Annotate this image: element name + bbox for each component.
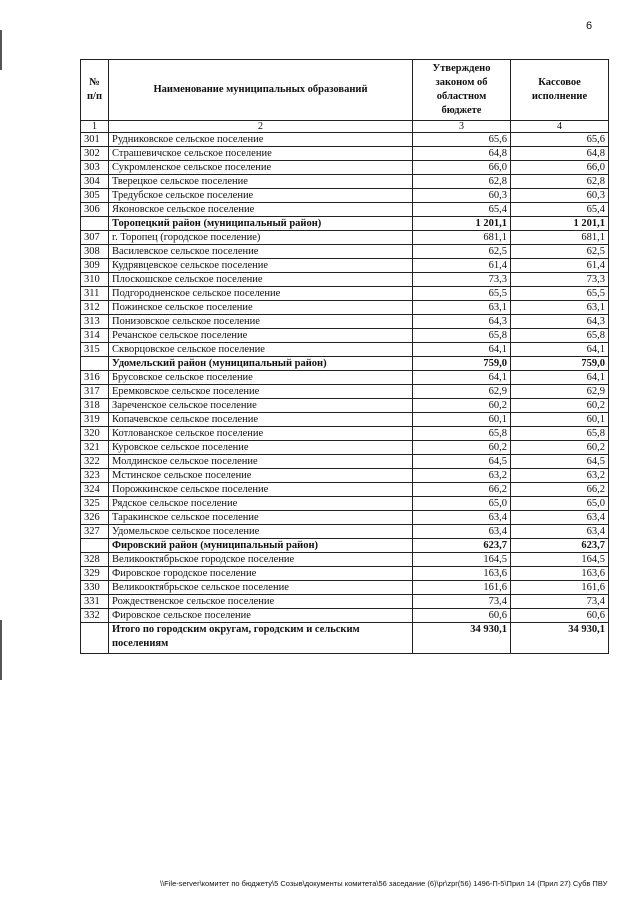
row-approved: 60,1 [413, 413, 511, 427]
table-row [81, 553, 609, 567]
row-approved: 62,9 [413, 385, 511, 399]
table-row [81, 525, 609, 539]
row-executed: 64,3 [511, 315, 609, 329]
row-executed: 163,6 [511, 567, 609, 581]
row-executed: 63,4 [511, 525, 609, 539]
row-approved: 73,4 [413, 595, 511, 609]
scan-edge-mark-top [0, 30, 2, 70]
table-row [81, 385, 609, 399]
row-name: Кудрявцевское сельское поселение [109, 259, 413, 273]
table-body [81, 133, 609, 623]
row-executed: 161,6 [511, 581, 609, 595]
row-number: 317 [81, 385, 109, 399]
row-executed: 60,2 [511, 441, 609, 455]
row-name: Мстинское сельское поселение [109, 469, 413, 483]
scan-edge-mark-bottom [0, 620, 2, 680]
table-row [81, 609, 609, 623]
column-number: 3 [413, 121, 511, 133]
table-row [81, 189, 609, 203]
row-number: 320 [81, 427, 109, 441]
row-approved: 64,3 [413, 315, 511, 329]
row-name: Василевское сельское поселение [109, 245, 413, 259]
table-row [81, 581, 609, 595]
table-row [81, 203, 609, 217]
row-executed: 65,4 [511, 203, 609, 217]
row-executed: 65,6 [511, 133, 609, 147]
header-number: № п/п [81, 60, 109, 121]
row-approved: 65,4 [413, 203, 511, 217]
row-approved: 164,5 [413, 553, 511, 567]
row-executed: 62,9 [511, 385, 609, 399]
row-executed: 64,1 [511, 343, 609, 357]
row-number: 326 [81, 511, 109, 525]
total-approved: 34 930,1 [413, 623, 511, 654]
row-executed: 164,5 [511, 553, 609, 567]
table-row [81, 273, 609, 287]
row-executed: 64,5 [511, 455, 609, 469]
row-number: 316 [81, 371, 109, 385]
row-number: 318 [81, 399, 109, 413]
row-number: 303 [81, 161, 109, 175]
table-row [81, 595, 609, 609]
table-row [81, 483, 609, 497]
row-number: 325 [81, 497, 109, 511]
row-executed: 63,4 [511, 511, 609, 525]
row-executed: 73,3 [511, 273, 609, 287]
table-row [81, 413, 609, 427]
row-approved: 64,8 [413, 147, 511, 161]
row-executed: 73,4 [511, 595, 609, 609]
row-number: 315 [81, 343, 109, 357]
row-name: Удомельский район (муниципальный район) [109, 357, 413, 371]
row-number: 324 [81, 483, 109, 497]
row-approved: 60,6 [413, 609, 511, 623]
row-number: 329 [81, 567, 109, 581]
row-executed: 66,0 [511, 161, 609, 175]
row-executed: 66,2 [511, 483, 609, 497]
row-number: 321 [81, 441, 109, 455]
row-name: Тредубское сельское поселение [109, 189, 413, 203]
table-row [81, 161, 609, 175]
row-name: Страшевичское сельское поселение [109, 147, 413, 161]
column-number: 4 [511, 121, 609, 133]
row-approved: 66,2 [413, 483, 511, 497]
row-number: 307 [81, 231, 109, 245]
table-row [81, 287, 609, 301]
row-name: Фировское городское поселение [109, 567, 413, 581]
table-row [81, 315, 609, 329]
row-approved: 61,4 [413, 259, 511, 273]
row-executed: 681,1 [511, 231, 609, 245]
row-approved: 62,5 [413, 245, 511, 259]
row-executed: 61,4 [511, 259, 609, 273]
total-row [81, 623, 609, 654]
table-row [81, 455, 609, 469]
row-executed: 65,8 [511, 427, 609, 441]
file-path-footer: \\File-server\комитет по бюджету\5 Созыв\документы комитета\56 заседание (6)\pr\zpr(56) 1496-П-5\Прил 14 (Прил 27) Субв ПВУ [160, 879, 608, 888]
row-name: Молдинское сельское поселение [109, 455, 413, 469]
row-approved: 73,3 [413, 273, 511, 287]
row-approved: 63,1 [413, 301, 511, 315]
row-approved: 163,6 [413, 567, 511, 581]
column-number: 1 [81, 121, 109, 133]
total-label: Итого по городским округам, городским и сельским поселениям [109, 623, 413, 654]
row-approved: 60,2 [413, 441, 511, 455]
row-approved: 63,2 [413, 469, 511, 483]
row-executed: 64,8 [511, 147, 609, 161]
row-number: 304 [81, 175, 109, 189]
column-number-row [81, 121, 609, 133]
row-name: Фировское сельское поселение [109, 609, 413, 623]
row-executed: 65,8 [511, 329, 609, 343]
row-number: 310 [81, 273, 109, 287]
row-approved: 64,5 [413, 455, 511, 469]
header-name: Наименование муниципальных образований [109, 60, 413, 121]
row-executed: 623,7 [511, 539, 609, 553]
row-approved: 65,0 [413, 497, 511, 511]
row-executed: 63,2 [511, 469, 609, 483]
row-number: 328 [81, 553, 109, 567]
row-approved: 759,0 [413, 357, 511, 371]
budget-table [80, 59, 609, 654]
row-executed: 1 201,1 [511, 217, 609, 231]
row-name: Великооктябрьское сельское поселение [109, 581, 413, 595]
row-name: Скворцовское сельское поселение [109, 343, 413, 357]
row-executed: 759,0 [511, 357, 609, 371]
row-number: 313 [81, 315, 109, 329]
row-number: 306 [81, 203, 109, 217]
table-row [81, 301, 609, 315]
table-row [81, 399, 609, 413]
table-row [81, 147, 609, 161]
row-name: Великооктябрьское городское поселение [109, 553, 413, 567]
row-approved: 64,1 [413, 371, 511, 385]
row-name: Рядское сельское поселение [109, 497, 413, 511]
row-number: 301 [81, 133, 109, 147]
header-executed: Кассовое исполнение [511, 60, 609, 121]
table-row [81, 441, 609, 455]
row-executed: 65,0 [511, 497, 609, 511]
total-executed: 34 930,1 [511, 623, 609, 654]
row-name: Порожкинское сельское поселение [109, 483, 413, 497]
row-name: Речанское сельское поселение [109, 329, 413, 343]
row-name: Брусовское сельское поселение [109, 371, 413, 385]
row-executed: 60,3 [511, 189, 609, 203]
table-row [81, 329, 609, 343]
table-row [81, 371, 609, 385]
row-name: Сукромленское сельское поселение [109, 161, 413, 175]
row-approved: 161,6 [413, 581, 511, 595]
row-name: Торопецкий район (муниципальный район) [109, 217, 413, 231]
table-row [81, 343, 609, 357]
row-number: 327 [81, 525, 109, 539]
row-approved: 60,2 [413, 399, 511, 413]
row-number: 312 [81, 301, 109, 315]
row-executed: 62,5 [511, 245, 609, 259]
row-executed: 64,1 [511, 371, 609, 385]
row-name: Понизовское сельское поселение [109, 315, 413, 329]
row-approved: 63,4 [413, 511, 511, 525]
row-name: Рудниковское сельское поселение [109, 133, 413, 147]
row-number: 332 [81, 609, 109, 623]
row-number: 308 [81, 245, 109, 259]
row-name: Куровское сельское поселение [109, 441, 413, 455]
row-number [81, 217, 109, 231]
row-approved: 64,1 [413, 343, 511, 357]
row-number: 305 [81, 189, 109, 203]
row-name: Удомельское сельское поселение [109, 525, 413, 539]
row-approved: 623,7 [413, 539, 511, 553]
district-row [81, 539, 609, 553]
row-number: 330 [81, 581, 109, 595]
table-row [81, 231, 609, 245]
row-name: Подгородненское сельское поселение [109, 287, 413, 301]
row-name: Яконовское сельское поселение [109, 203, 413, 217]
row-name: Еремковское сельское поселение [109, 385, 413, 399]
row-number: 309 [81, 259, 109, 273]
total-number [81, 623, 109, 654]
row-executed: 60,2 [511, 399, 609, 413]
row-number: 323 [81, 469, 109, 483]
row-number: 314 [81, 329, 109, 343]
page-number: 6 [586, 20, 593, 32]
table-row [81, 245, 609, 259]
row-approved: 65,8 [413, 427, 511, 441]
row-number [81, 539, 109, 553]
row-name: Плоскошское сельское поселение [109, 273, 413, 287]
row-number: 311 [81, 287, 109, 301]
row-approved: 65,6 [413, 133, 511, 147]
row-number [81, 357, 109, 371]
row-name: Котлованское сельское поселение [109, 427, 413, 441]
row-name: Тверецкое сельское поселение [109, 175, 413, 189]
row-approved: 63,4 [413, 525, 511, 539]
district-row [81, 217, 609, 231]
row-name: Копачевское сельское поселение [109, 413, 413, 427]
row-approved: 681,1 [413, 231, 511, 245]
column-number: 2 [109, 121, 413, 133]
row-approved: 1 201,1 [413, 217, 511, 231]
row-number: 322 [81, 455, 109, 469]
district-row [81, 357, 609, 371]
table-row [81, 259, 609, 273]
row-executed: 63,1 [511, 301, 609, 315]
row-approved: 66,0 [413, 161, 511, 175]
table-row [81, 133, 609, 147]
row-executed: 62,8 [511, 175, 609, 189]
table-row [81, 567, 609, 581]
row-name: Зареченское сельское поселение [109, 399, 413, 413]
row-approved: 62,8 [413, 175, 511, 189]
table-row [81, 175, 609, 189]
row-approved: 65,8 [413, 329, 511, 343]
table-row [81, 427, 609, 441]
row-name: Пожинское сельское поселение [109, 301, 413, 315]
table-row [81, 469, 609, 483]
header-approved: Утверждено законом об областном бюджете [413, 60, 511, 121]
table-header-row [81, 60, 609, 121]
row-name: Фировский район (муниципальный район) [109, 539, 413, 553]
row-name: Рождественское сельское поселение [109, 595, 413, 609]
row-name: г. Торопец (городское поселение) [109, 231, 413, 245]
row-approved: 60,3 [413, 189, 511, 203]
row-executed: 65,5 [511, 287, 609, 301]
row-executed: 60,6 [511, 609, 609, 623]
row-number: 331 [81, 595, 109, 609]
row-executed: 60,1 [511, 413, 609, 427]
row-approved: 65,5 [413, 287, 511, 301]
table-row [81, 497, 609, 511]
row-number: 302 [81, 147, 109, 161]
row-number: 319 [81, 413, 109, 427]
table-row [81, 511, 609, 525]
row-name: Таракинское сельское поселение [109, 511, 413, 525]
